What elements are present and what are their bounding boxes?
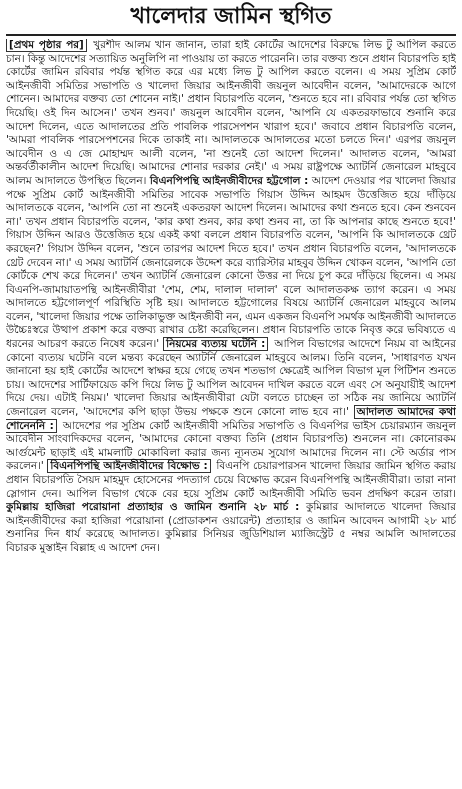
section-heading-comilla: হাজিরা পরোয়ানা প্রত্যাহার ও জামিন শুনানি ২৮ মার্চ : <box>45 501 300 514</box>
section-heading-demonstration: বিএনপিপন্থি আইনজীবীদের বিক্ষোভ : <box>47 459 210 473</box>
headline-divider <box>6 34 456 36</box>
headline: খালেদার জামিন স্থগিত <box>130 4 332 29</box>
section-text-demonstration: বিএনপি চেয়ারপারসন খালেদা জিয়ার জামিন স্থগিত করায় প্রধান বিচারপতি সৈয়দ মাহমুদ হোসেনের পদত্যাগ চেয়ে বিক্ষোভ করেন বিএনপিপন্থি আইনজীবীরা। তারা নানা স্লোগান দেন। আপিল বিভাগ থেকে বের হয়ে সুপ্রিম কোর্ট আইনজীবী সমিতি ভবন প্রদক্ষিণ করেন তারা। <box>6 460 456 500</box>
section-heading-not-heard: আদালত আমাদের কথা শোনেননি : <box>6 406 456 432</box>
section-heading-comilla-prefix: কুমিল্লায় <box>6 501 39 514</box>
section-heading-rules: নিয়মের ব্যত্যয় ঘটেনি : <box>163 337 268 351</box>
intro-paragraph: খুরশীদ আলম খান জানান, তারা হাই কোর্টের আদেশের বিরুদ্ধে লিভ টু আপিল করতে চান। কিন্তু আদেশের সত্যায়িত অনুলিপি না পাওয়ায় তা করতে পারেননি। তার বক্তব্য শুনে প্রধান বিচারপতি হাই কোর্টের জামিন রবিবার পর্যন্ত স্থগিত করে এর মধ্যে লিভ টু আপিল করতে বলেন। এ সময় সুপ্রিম কোর্ট আইনজীবী সমিতির সভাপতি ও খালেদা জিয়ার আইনজীবী জয়নুল আবেদীন বলেন, 'আমাদেরকে আগে শোনেন। আমাদের বক্তব্য তো শোনেন নাই।' প্রধান বিচারপতি বলেন, 'শুনতে হবে না। রবিবার পর্যন্ত তো স্থগিত দিয়েছি। ওই দিন আসেন।' তখন শুনব।' জয়নুল আবেদীন বলেন, 'আপনি যে একতরফাভাবে শুনানি করে আদেশ দিলেন, এতে আদালতের প্রতি পাবলিক পারসেপশন খারাপ হবে।' জবাবে প্রধান বিচারপতি বলেন, 'আমরা পাবলিক পারসেপশনের দিকে তাকাই না। আদালতকে আদালতের মতো চলতে দিন।' এরপর জয়নুল আবেদীন ও এ জে মোহাম্মদ আলী বলেন, 'না শুনেই তো আদেশ দিলেন।' আদালত বলেন, 'আমরা অন্তর্বর্তীকালীন আদেশ দিয়েছি। আমাদের শোনার দরকার নেই।' এ সময় রাষ্ট্রপক্ষে অ্যাটর্নি জেনারেল মাহবুবে আলম আদালতে উপস্থিত ছিলেন। <box>6 39 456 187</box>
section-text-not-heard: আদেশের পর সুপ্রিম কোর্ট আইনজীবী সমিতির সভাপতি ও বিএনপির ভাইস চেয়ারম্যান জয়নুল আবেদীন সাংবাদিকদের বলেন, 'আমাদের কোনো বক্তব্য তিনি (প্রধান বিচারপতি) শুনলেন না। কোনোরকম আর্গুমেন্ট ছাড়াই এই মামলাটি মোকাবিলা করার জন্য ন্যূনতম সুযোগ আমাদের দিলেন না। স্টে অর্ডার পাস করলেন।' <box>6 419 456 473</box>
continuation-tag: [প্রথম পৃষ্ঠার পর] <box>6 39 87 52</box>
section-text-rules: আপিল বিভাগের আদেশে নিয়ম বা আইনের কোনো ব্যত্যয় ঘটেনি বলে মন্তব্য করেছেন অ্যাটর্নি জেনারেল মাহবুবে আলম। তিনি বলেন, 'সাধারণত যখন জানানো হয় হাই কোর্টের আদেশে স্বাক্ষর হয়ে গেছে তখন শতভাগ ক্ষেত্রেই আপিল বিভাগ মূল পিটিশন শুনতে চায়। আদেশের সার্টিফায়েড কপি দিয়ে লিভ টু আপিল আবেদন দাখিল করতে বলে এবং সে অনুযায়ীই আদেশ দিয়ে দেয়। এটাই নিয়ম।' খালেদা জিয়ার আইনজীবীরা যেটা বলতে চাচ্ছেন তা সঠিক নয় জানিয়ে অ্যাটর্নি জেনারেল বলেন, 'আদেশের কপি ছাড়া উভয় পক্ষকে শুনে কোনো লাভ হবে না।' <box>6 338 456 419</box>
section-text-comilla: কুমিল্লার আদালতে খালেদা জিয়ার আইনজীবীদের করা হাজিরা পরোয়ানা (প্রোডাকশন ওয়ারেন্ট) প্রত্যাহার ও জামিন আবেদন আগামী ২৮ মার্চ শুনানির দিন ধার্য করেছে আদালত। কুমিল্লার সিনিয়র জুডিশিয়াল ম্যাজিস্ট্রেট ৫ নম্বর আমলি আদালতের বিচারক মুস্তাইন বিল্লাহ এ আদেশ দেন। <box>6 501 456 554</box>
section-heading-protest: বিএনপিপন্থি আইনজীবীদের হট্টগোল : <box>149 174 309 187</box>
article-body <box>6 39 456 787</box>
section-text-protest: আদেশ দেওয়ার পর খালেদা জিয়ার পক্ষে সুপ্রিম কোর্ট আইনজীবী সমিতির সাবেক সভাপতি গিয়াস উদ্দিন আহমদ উত্তেজিত হয়ে দাঁড়িয়ে আদালতকে বলেন, 'আপনি তো না শুনেই একতরফা আদেশ দিলেন। আমাদের কথা শুনতে হবে। কেন শুনবেন না।' তখন প্রধান বিচারপতি বলেন, 'কার কথা শুনব, কার কথা শুনব না, তা কি আপনার কাছে শুনতে হবে!' গিয়াস উদ্দিন আরও উত্তেজিত হয়ে একই কথা বললে প্রধান বিচারপতি বলেন, 'আপনি কি আদালতকে থ্রেট করছেন?' গিয়াস উদ্দিন বলেন, 'শুনে তারপর আদেশ দিতে হবে।' তখন প্রধান বিচারপতি বলেন, 'আদালতকে থ্রেট দেবেন না।' এ সময় অ্যাটর্নি জেনারেলকে উদ্দেশ করে ব্যারিস্টার মাহবুব উদ্দিন খোকন বলেন, 'আপনি তো কোর্টকে শেখ করে দিলেন।' তখন অ্যাটর্নি জেনারেল কোনো উত্তর না দিয়ে চুপ করে দাঁড়িয়ে ছিলেন। এ সময় বিএনপি-জামায়াতপন্থি আইনজীবীরা 'শেম, শেম, দালাল দালাল' বলে আদালতকক্ষ ত্যাগ করেন। এ সময় আদালতে হট্টগোলপূর্ণ পরিস্থিতি সৃষ্টি হয়। আদালতে হট্টগোলের বিষয়ে অ্যাটর্নি জেনারেল মাহবুবে আলম বলেন, 'খালেদা জিয়ার পক্ষে তালিকাভুক্ত আইনজীবী নন, এমন একজন বিএনপি সমর্থক আইনজীবী আদালতে উচ্চৈঃস্বরে উত্থাপ প্রকাশ করে বক্তব্য রাখার চেষ্টা করেছিলেন। প্রধান বিচারপতি তাকে নিবৃত্ত করে ভবিষ্যতে এ ধরনের আচরণ করতে নিষেধ করেন।' <box>6 174 456 351</box>
